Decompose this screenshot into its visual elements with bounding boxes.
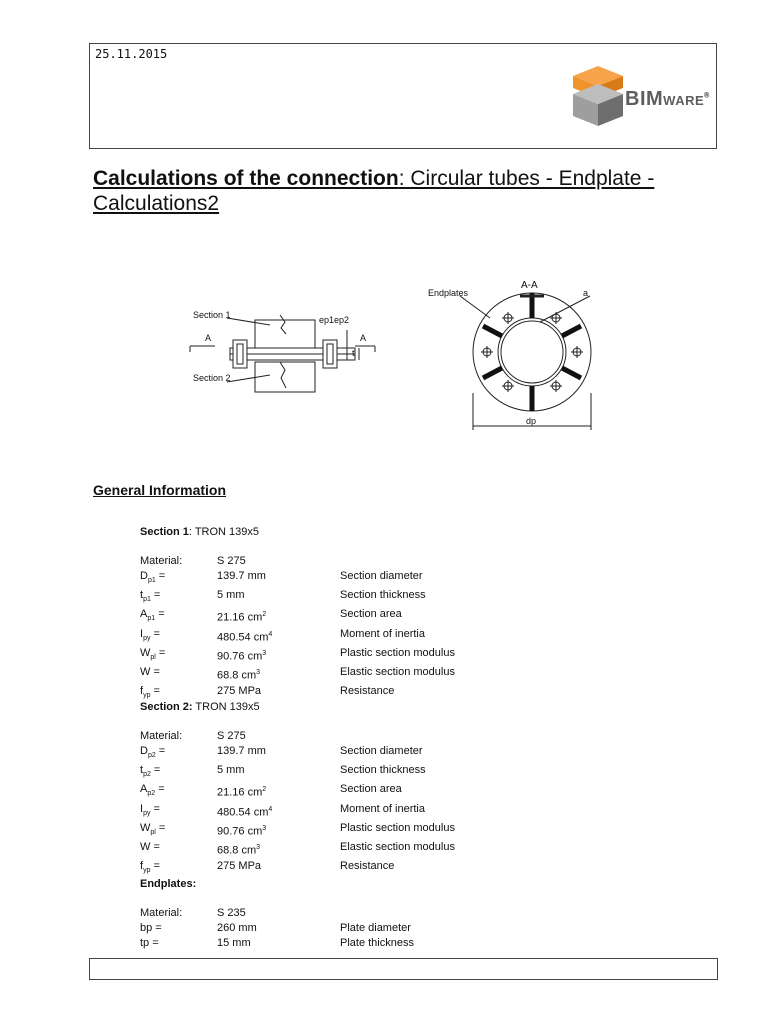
table-row: bp = 260 mm Plate diameter [140,922,411,934]
endplates-table [140,906,414,951]
logo-wordmark: BIMWARE® [625,88,710,110]
table-row: $t_{p1}$ = 5 mm Section thickness [140,589,426,604]
table-row: W = 68.8 $cm^3$ Elastic section modulus [140,665,455,682]
label-endplates: Endplates [428,288,469,298]
table-row: $D_{p2}$ = 139.7 mm Section diameter [140,745,423,760]
table-row: $W_{pl}$ = 90.76 $cm^3$ Plastic section modulus [140,821,455,838]
endplates-heading: Endplates: [140,878,197,890]
label-section-2: Section 2 [193,373,231,383]
table-row: $I_{py}$ = 480.54 $cm^4$ Moment of inertia [140,802,425,819]
label-weld-a: a [583,288,589,298]
table-row: $W_{pl}$ = 90.76 $cm^3$ Plastic section modulus [140,646,455,663]
table-row: $D_{p1}$ = 139.7 mm Section diameter [140,570,423,585]
label-section-a-left: A [205,333,212,343]
table-row: $f_{yp}$ = 275 MPa Resistance [140,859,395,874]
section1-heading: Section 1: TRON 139x5 [140,526,260,538]
table-row: Material: S 275 [140,730,246,742]
table-row: Material: S 235 [140,907,246,919]
section2-heading: Section 2: TRON 139x5 [140,701,260,713]
table-row: tp = 15 mm Plate thickness [140,937,414,949]
label-section-a-right: A [360,333,367,343]
label-section-1: Section 1 [193,310,231,320]
table-row: Material: S 275 [140,555,246,567]
general-information-heading: General Information [93,482,227,498]
table-row: $A_{p2}$ = 21.16 $cm^2$ Section area [140,783,402,800]
table-row: W = 68.8 $cm^3$ Elastic section modulus [140,840,455,857]
label-thickness: t [352,348,355,358]
section1-table [140,554,455,703]
table-row: $t_{p2}$ = 5 mm Section thickness [140,764,426,779]
page-footer [89,958,718,980]
label-dp: dp [526,416,537,426]
bimware-logo [568,64,718,130]
table-row: $I_{py}$ = 480.54 $cm^4$ Moment of inertia [140,627,425,644]
label-ep1ep2: ep1ep2 [319,315,350,325]
connection-elevation-drawing [185,300,380,400]
page-header [89,43,717,149]
logo-cube-icon [568,64,628,130]
section2-table [140,729,455,878]
section-aa-drawing [420,278,600,433]
page-title: Calculations of the connection: Circular tubes - Endplate - Calculations2 [93,167,655,215]
table-row: $A_{p1}$ = 21.16 $cm^2$ Section area [140,608,402,625]
label-section-aa: A-A [521,280,538,291]
table-row: $f_{yp}$ = 275 MPa Resistance [140,684,395,699]
document-date: 25.11.2015 [95,47,168,61]
